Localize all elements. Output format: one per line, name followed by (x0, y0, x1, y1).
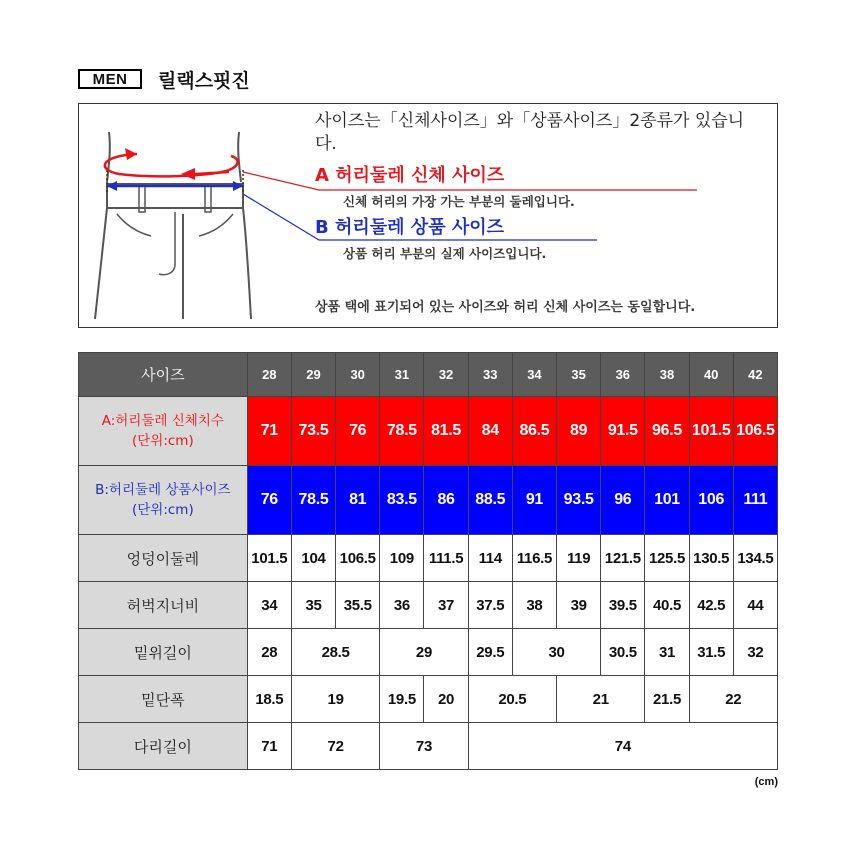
table-cell: 109 (380, 535, 424, 582)
table-cell: 30 (512, 629, 600, 676)
table-cell: 32 (733, 629, 777, 676)
table-cell: 76 (336, 397, 380, 466)
table-cell: 74 (468, 723, 777, 770)
waist-body-unit: (단위:cm) (131, 433, 194, 449)
table-cell: 134.5 (733, 535, 777, 582)
waist-product-size-desc: 상품 허리 부분의 실제 사이즈입니다. (343, 246, 547, 261)
size-header-cell: 28 (247, 353, 291, 397)
size-intro-text: 사이즈는「신체사이즈」와「상품사이즈」2종류가 있습니다. (315, 111, 745, 154)
table-cell: 36 (380, 582, 424, 629)
thigh-row-label: 허벅지너비 (79, 582, 248, 629)
table-cell: 19.5 (380, 676, 424, 723)
waist-body-label: A:허리둘레 신체치수 (101, 413, 224, 429)
table-cell: 37 (424, 582, 468, 629)
table-cell: 96 (601, 466, 645, 535)
size-header-cell: 42 (733, 353, 777, 397)
product-title: 릴랙스핏진 (158, 69, 250, 92)
table-cell: 88.5 (468, 466, 512, 535)
table-cell: 86.5 (512, 397, 556, 466)
table-cell: 39 (557, 582, 601, 629)
hem-row-label: 밑단폭 (79, 676, 248, 723)
table-cell: 29.5 (468, 629, 512, 676)
table-cell: 20 (424, 676, 468, 723)
table-cell: 101 (645, 466, 689, 535)
table-cell: 29 (380, 629, 468, 676)
table-cell: 22 (689, 676, 777, 723)
table-cell: 125.5 (645, 535, 689, 582)
table-cell: 104 (291, 535, 335, 582)
table-cell: 96.5 (645, 397, 689, 466)
table-cell: 106.5 (733, 397, 777, 466)
unit-note: (cm) (754, 776, 778, 788)
size-header-cell: 33 (468, 353, 512, 397)
thigh-row (79, 582, 778, 629)
size-header-cell: 30 (336, 353, 380, 397)
waist-product-label: B:허리둘레 상품사이즈 (95, 482, 231, 498)
rise-row (79, 629, 778, 676)
table-cell: 30.5 (601, 629, 645, 676)
table-cell: 93.5 (557, 466, 601, 535)
table-cell: 35.5 (336, 582, 380, 629)
table-cell: 81 (336, 466, 380, 535)
table-cell: 34 (247, 582, 291, 629)
inseam-row (79, 723, 778, 770)
inseam-row-label: 다리길이 (79, 723, 248, 770)
table-cell: 78.5 (380, 397, 424, 466)
size-header-cell: 32 (424, 353, 468, 397)
table-cell: 18.5 (247, 676, 291, 723)
waist-product-size-label: B 허리둘레 상품 사이즈 (315, 217, 505, 238)
table-cell: 78.5 (291, 466, 335, 535)
table-cell: 119 (557, 535, 601, 582)
men-badge: MEN (78, 69, 142, 89)
size-header-cell: 38 (645, 353, 689, 397)
table-cell: 31.5 (689, 629, 733, 676)
waist-body-row-label (79, 397, 248, 466)
table-cell: 116.5 (512, 535, 556, 582)
table-cell: 101.5 (689, 397, 733, 466)
table-cell: 84 (468, 397, 512, 466)
table-cell: 111 (733, 466, 777, 535)
table-cell: 121.5 (601, 535, 645, 582)
table-cell: 73.5 (291, 397, 335, 466)
table-cell: 28 (247, 629, 291, 676)
size-header-cell: 34 (512, 353, 556, 397)
table-cell: 28.5 (291, 629, 379, 676)
hem-row (79, 676, 778, 723)
table-cell: 42.5 (689, 582, 733, 629)
page-header (78, 66, 250, 92)
size-chart-table (78, 352, 778, 770)
size-header-cell: 31 (380, 353, 424, 397)
table-cell: 106.5 (336, 535, 380, 582)
waist-product-row-label (79, 466, 248, 535)
size-corner-header: 사이즈 (79, 353, 248, 397)
table-cell: 35 (291, 582, 335, 629)
rise-row-label: 밑위길이 (79, 629, 248, 676)
table-cell: 71 (247, 723, 291, 770)
table-cell: 72 (291, 723, 379, 770)
table-cell: 44 (733, 582, 777, 629)
table-cell: 38 (512, 582, 556, 629)
table-cell: 83.5 (380, 466, 424, 535)
table-cell: 20.5 (468, 676, 556, 723)
table-cell: 91.5 (601, 397, 645, 466)
waist-product-row (79, 466, 778, 535)
table-cell: 73 (380, 723, 468, 770)
table-cell: 21.5 (645, 676, 689, 723)
waist-product-unit: (단위:cm) (131, 502, 194, 518)
table-cell: 130.5 (689, 535, 733, 582)
table-cell: 31 (645, 629, 689, 676)
table-cell: 76 (247, 466, 291, 535)
table-cell: 86 (424, 466, 468, 535)
table-cell: 71 (247, 397, 291, 466)
table-cell: 21 (557, 676, 645, 723)
size-header-cell: 35 (557, 353, 601, 397)
table-cell: 37.5 (468, 582, 512, 629)
table-cell: 101.5 (247, 535, 291, 582)
size-header-cell: 29 (291, 353, 335, 397)
table-cell: 89 (557, 397, 601, 466)
table-cell: 114 (468, 535, 512, 582)
size-header-cell: 36 (601, 353, 645, 397)
size-header-row (79, 353, 778, 397)
waist-body-row (79, 397, 778, 466)
waist-body-size-desc: 신체 허리의 가장 가는 부분의 둘레입니다. (343, 194, 575, 209)
table-cell: 40.5 (645, 582, 689, 629)
table-cell: 111.5 (424, 535, 468, 582)
table-cell: 91 (512, 466, 556, 535)
table-cell: 106 (689, 466, 733, 535)
hip-row-label: 엉덩이둘레 (79, 535, 248, 582)
table-cell: 81.5 (424, 397, 468, 466)
waist-body-size-label: A 허리둘레 신체 사이즈 (315, 165, 505, 186)
size-info-box (78, 103, 778, 328)
tag-size-note: 상품 택에 표기되어 있는 사이즈와 허리 신체 사이즈는 동일합니다. (315, 300, 696, 315)
size-header-cell: 40 (689, 353, 733, 397)
hip-row (79, 535, 778, 582)
table-cell: 19 (291, 676, 379, 723)
table-cell: 39.5 (601, 582, 645, 629)
